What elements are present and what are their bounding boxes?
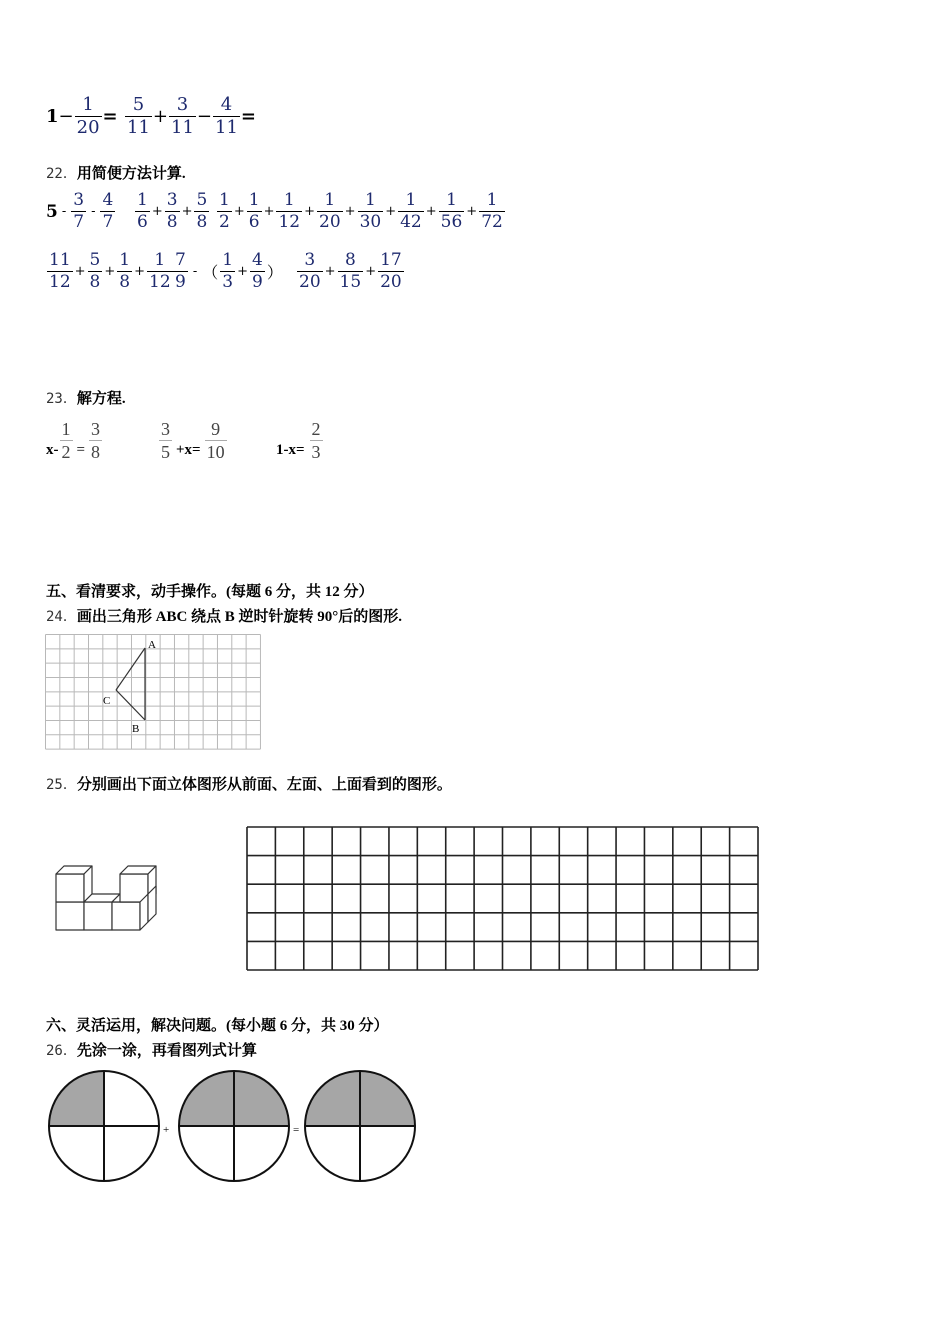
plus-sign: + [425,204,437,219]
question-number: 26． [46,1042,77,1059]
question-text: 先涂一涂，再看图列式计算 [76,1043,257,1059]
cube-solid-figure [50,850,162,934]
fraction: $\frac{3}{11}$ [171,94,194,138]
triangle-abc [116,648,145,720]
plus-sign: + [237,264,248,279]
question-22-heading [46,162,186,183]
question-number: 23． [46,390,77,407]
fraction: $\frac{1}{6}$ [137,190,148,232]
fraction: $\frac{1}{2}$ [61,419,71,462]
question-26-heading [46,1039,257,1060]
fraction: $\frac{9}{10}$ [206,419,225,462]
minus-sign: − [58,106,74,127]
equals-sign: = [76,442,85,458]
fraction-circles [44,1066,424,1188]
plus-sign: + [181,204,193,219]
plus-sign: + [365,264,377,279]
cube-face [56,874,84,902]
whole-number: 5 [46,201,58,222]
fraction: $\frac{1}{20}$ [319,190,341,232]
fraction: $\frac{3}{7}$ [73,190,85,232]
left-paren: （ [202,263,219,282]
plus-sign: + [466,204,478,219]
fraction: $\frac{2}{3}$ [311,419,321,462]
q22-row2-expr3 [296,252,405,291]
q22-row1-expr3 [216,192,506,231]
q22-row1-expr1 [46,192,116,231]
fraction: $\frac{1}{8}$ [119,250,131,292]
drawing-grid [246,826,761,972]
fraction: $\frac{11}{12}$ [49,250,71,292]
plus-sign: + [152,106,168,127]
cube-face [84,902,112,930]
fraction: $\frac{7}{9}$ [175,250,186,292]
whole-number: 1 [46,106,59,127]
fraction: $\frac{1}{3}$ [222,250,234,292]
top-expression-1 [46,96,118,137]
fraction: $\frac{4}{11}$ [215,94,238,138]
equals-sign: = [102,106,118,127]
top-expression-2 [124,96,256,137]
fraction: $\frac{3}{8}$ [166,190,178,232]
fraction: $\frac{3}{5}$ [161,419,170,462]
equals-sign: = [293,1124,300,1136]
question-text: 画出三角形 ABC 绕点 B 逆时针旋转 90°后的图形. [76,609,403,625]
plus-sign: + [104,264,116,279]
question-number: 22． [46,165,77,182]
cube-face [112,902,140,930]
minus-sign: - [61,204,67,219]
q22-row1-expr2 [134,192,210,231]
plus-sign: + [263,204,275,219]
equation-lhs: 1-x= [276,442,305,458]
fraction: $\frac{5}{11}$ [127,94,150,138]
fraction: $\frac{4}{9}$ [251,250,263,292]
plus-sign: + [385,204,397,219]
right-paren: ） [266,263,283,282]
rotation-grid [45,634,262,751]
fraction: $\frac{17}{20}$ [380,250,402,292]
plus-sign: + [74,264,86,279]
plus-sign: + [163,1124,170,1136]
fraction: $\frac{1}{2}$ [219,190,230,232]
plus-sign: + [344,204,356,219]
fraction: $\frac{1}{42}$ [400,190,422,232]
q22-row2-expr2 [172,252,284,291]
fraction: $\frac{1}{12}$ [278,190,301,232]
question-number: 24． [46,608,77,625]
vertex-label-b: B [132,723,140,735]
cube-face [56,902,84,930]
minus-sign: - [192,264,198,279]
fraction: $\frac{1}{12}$ [149,250,171,292]
fraction: $\frac{3}{20}$ [299,250,321,292]
fraction: $\frac{5}{8}$ [196,190,208,232]
fraction: $\frac{3}{8}$ [90,419,100,462]
fraction: $\frac{1}{6}$ [248,190,260,232]
q22-row2-expr1 [46,252,174,291]
fraction: $\frac{4}{7}$ [102,190,114,232]
fraction: $\frac{8}{15}$ [339,250,362,292]
question-23-heading [46,387,126,408]
question-text: 用简便方法计算. [76,166,186,182]
equation-lhs: x- [46,442,59,458]
minus-sign: − [196,106,212,127]
plus-sign: + [324,264,336,279]
equals-sign: = [240,106,256,127]
section-6-title: 六、灵活运用，解决问题。(每小题 6 分，共 30 分） [46,1018,389,1034]
vertex-label-c: C [103,695,111,707]
fraction: $\frac{1}{56}$ [440,190,463,232]
equation-1 [46,420,103,461]
plus-sign: + [134,264,146,279]
equation-3 [276,420,324,461]
question-text: 分别画出下面立体图形从前面、左面、上面看到的图形。 [76,777,452,793]
fraction: $\frac{5}{8}$ [89,250,101,292]
question-number: 25． [46,776,77,793]
equation-middle: +x= [176,442,201,458]
minus-sign: - [91,204,96,219]
plus-sign: + [233,204,245,219]
fraction: $\frac{1}{20}$ [76,94,100,138]
question-25-heading [46,773,452,794]
equation-2 [158,420,228,461]
fraction: $\frac{1}{30}$ [359,190,382,232]
question-24-heading [46,605,402,626]
section-5-title: 五、看清要求，动手操作。(每题 6 分，共 12 分） [46,584,374,600]
fraction: $\frac{1}{72}$ [481,190,503,232]
plus-sign: + [151,204,163,219]
question-text: 解方程. [76,391,126,407]
vertex-label-a: A [148,639,156,651]
plus-sign: + [304,204,316,219]
